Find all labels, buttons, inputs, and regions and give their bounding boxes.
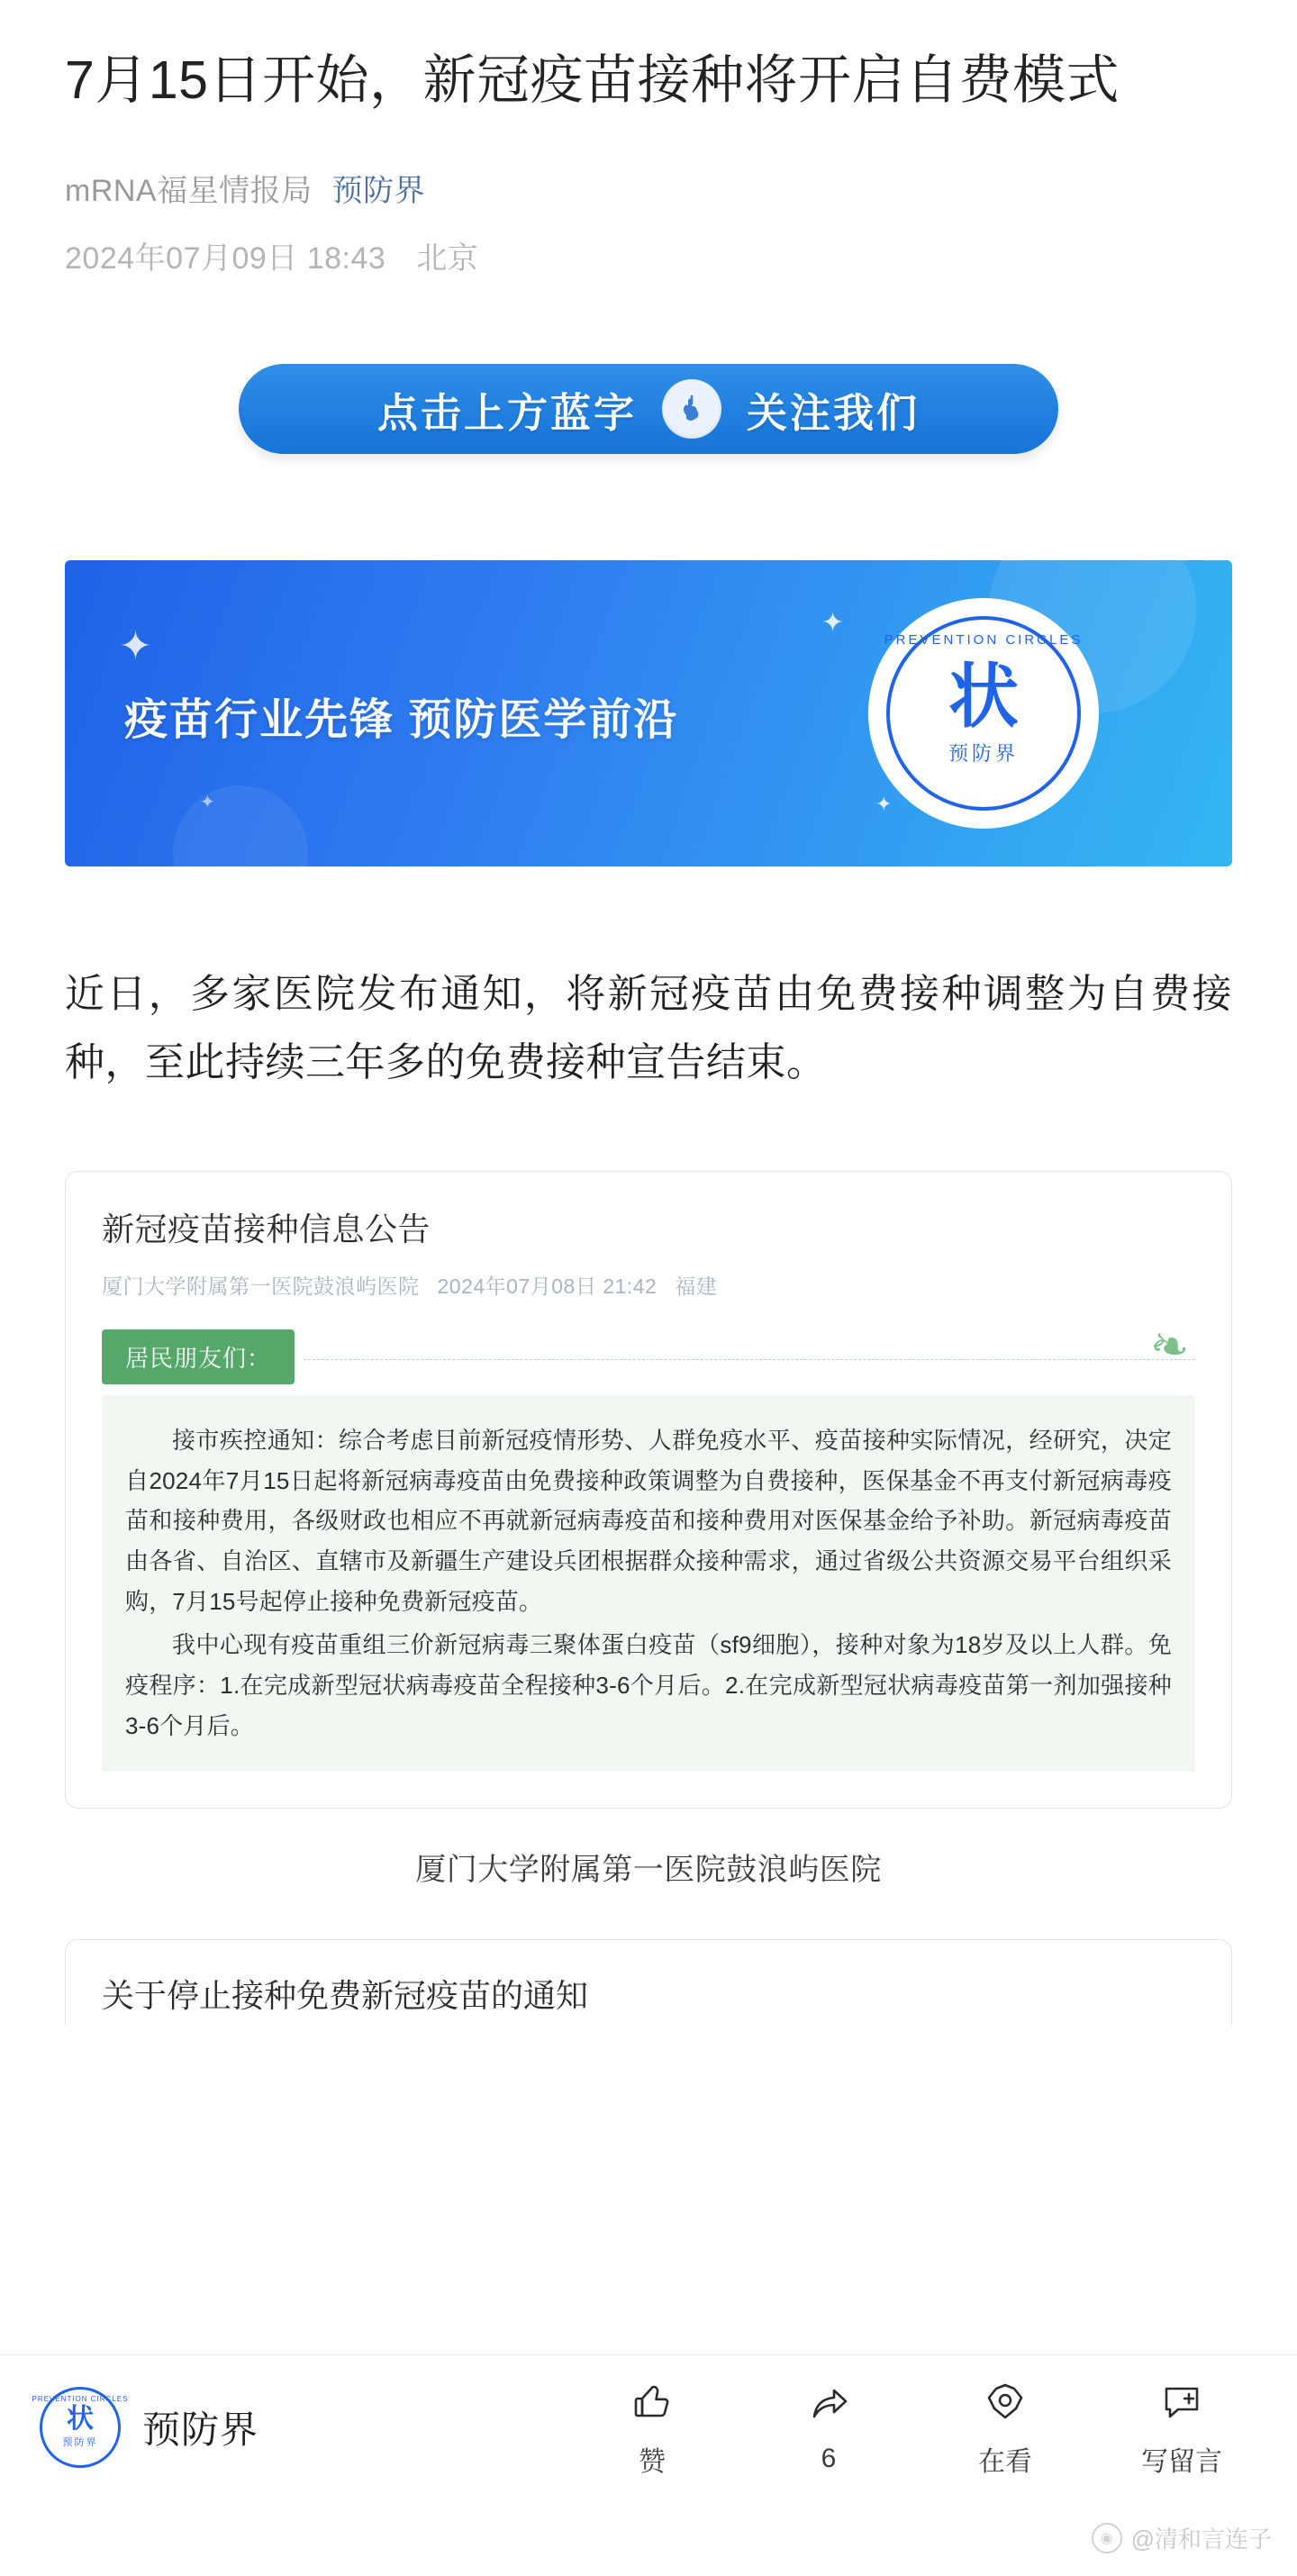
embedded-notice-card-2[interactable] bbox=[65, 1939, 1232, 2026]
bottom-account-name[interactable]: 预防界 bbox=[142, 2408, 259, 2451]
account-link[interactable]: 预防界 bbox=[331, 174, 426, 209]
brand-seal bbox=[868, 598, 1099, 829]
like-label: 赞 bbox=[639, 2446, 666, 2477]
byline-author: mRNA福星情报局 bbox=[65, 174, 313, 209]
embedded-notice-card[interactable] bbox=[65, 1171, 1232, 1809]
follow-left-text: 点击上方蓝字 bbox=[376, 389, 637, 436]
seal-mark: 状 bbox=[948, 656, 1019, 736]
article-paragraph-1: 近日，多家医院发布通知，将新冠疫苗由免费接种调整为自费接种，至此持续三年多的免费接种宣告结束。 bbox=[65, 972, 1232, 1085]
comment-label: 写留言 bbox=[1141, 2446, 1222, 2477]
notice-paragraph: 我中心现有疫苗重组三价新冠病毒三聚体蛋白疫苗（sf9细胞），接种对象为18岁及以上人群。免疫程序：1.在完成新型冠状病毒疫苗全程接种3-6个月后。2.在完成新型冠状病毒疫苗第一剂加强接种3-6个月后。 bbox=[125, 1631, 1172, 1739]
share-button[interactable] bbox=[775, 2381, 883, 2474]
leaf-icon: ❧ bbox=[1145, 1316, 1195, 1376]
watching-button[interactable] bbox=[951, 2376, 1059, 2479]
star-icon: ✦ bbox=[821, 608, 845, 639]
watermark-text: @清和言连子 bbox=[1130, 2526, 1272, 2553]
comment-button[interactable] bbox=[1128, 2376, 1236, 2479]
article-byline bbox=[65, 166, 1232, 210]
avatar-chinese-text: 预防界 bbox=[62, 2436, 98, 2448]
notice-divider bbox=[304, 1359, 1195, 1360]
seal-english-text: PREVENTION CIRCLES bbox=[884, 632, 1084, 649]
share-count: 6 bbox=[821, 2443, 837, 2473]
notice-paragraph: 接市疾控通知：综合考虑目前新冠疫情形势、人群免疫水平、疫苗接种实际情况，经研究，决定自2024年7月15日起将新冠病毒疫苗由免费接种政策调整为自费接种，医保基金不再支付新冠病毒疫苗和接种费用，各级财政也相应不再就新冠病毒疫苗和接种费用对医保基金给予补助。新冠病毒疫苗由各省、自治区、直辖市及新疆生产建设兵团根据群众接种需求，通过省级公共资源交易平台组织采购，7月15号起停止接种免费新冠疫苗。 bbox=[125, 1426, 1172, 1615]
comment-plus-icon bbox=[1158, 2376, 1205, 2426]
banner-glow-2 bbox=[173, 785, 308, 866]
follow-banner[interactable] bbox=[65, 364, 1232, 454]
watermark bbox=[1092, 2521, 1272, 2554]
notice-meta bbox=[102, 1270, 1195, 1300]
share-icon bbox=[805, 2381, 852, 2431]
follow-pill[interactable] bbox=[239, 364, 1058, 454]
bottom-action-bar bbox=[0, 2354, 1297, 2499]
star-icon: ✦ bbox=[200, 793, 215, 813]
follow-right-text: 关注我们 bbox=[747, 389, 921, 436]
brand-banner bbox=[65, 560, 1232, 866]
notice-date: 2024年07月08日 21:42 bbox=[437, 1274, 658, 1298]
avatar-english-text: PREVENTION CIRCLES bbox=[32, 2394, 129, 2403]
avatar-mark: 状 bbox=[67, 2403, 94, 2434]
notice-title: 新冠疫苗接种信息公告 bbox=[102, 1210, 431, 1247]
notice-body bbox=[102, 1395, 1195, 1772]
notice-location: 福建 bbox=[675, 1274, 718, 1298]
notice-tab-label: 居民朋友们： bbox=[102, 1329, 295, 1384]
like-button[interactable] bbox=[598, 2376, 706, 2479]
star-icon: ✦ bbox=[875, 793, 893, 816]
article-datetime bbox=[65, 233, 1232, 277]
watching-label: 在看 bbox=[978, 2446, 1032, 2477]
star-icon: ✦ bbox=[119, 624, 152, 669]
banner-slogan: 疫苗行业先锋 预防医学前沿 bbox=[124, 696, 679, 745]
pointing-hand-icon bbox=[662, 379, 721, 439]
notice-header-row bbox=[102, 1316, 1195, 1383]
avatar[interactable] bbox=[32, 2387, 129, 2468]
page-title: 7月15日开始，新冠疫苗接种将开启自费模式 bbox=[65, 50, 1120, 110]
publish-location: 北京 bbox=[416, 241, 479, 277]
bottom-actions bbox=[544, 2376, 1257, 2479]
publish-date: 2024年07月09日 18:43 bbox=[65, 241, 386, 277]
notice-caption: 厦门大学附属第一医院鼓浪屿医院 bbox=[415, 1852, 882, 1887]
notice-source: 厦门大学附属第一医院鼓浪屿医院 bbox=[102, 1274, 420, 1298]
bottom-account[interactable] bbox=[32, 2387, 544, 2468]
notice-2-title: 关于停止接种免费新冠疫苗的通知 bbox=[102, 1976, 589, 2014]
seal-chinese-text: 预防界 bbox=[948, 741, 1019, 765]
eye-icon: ◉ bbox=[1092, 2523, 1122, 2553]
watching-icon bbox=[982, 2376, 1029, 2426]
thumbs-up-icon bbox=[629, 2376, 676, 2426]
brand-seal-inner bbox=[884, 616, 1084, 811]
